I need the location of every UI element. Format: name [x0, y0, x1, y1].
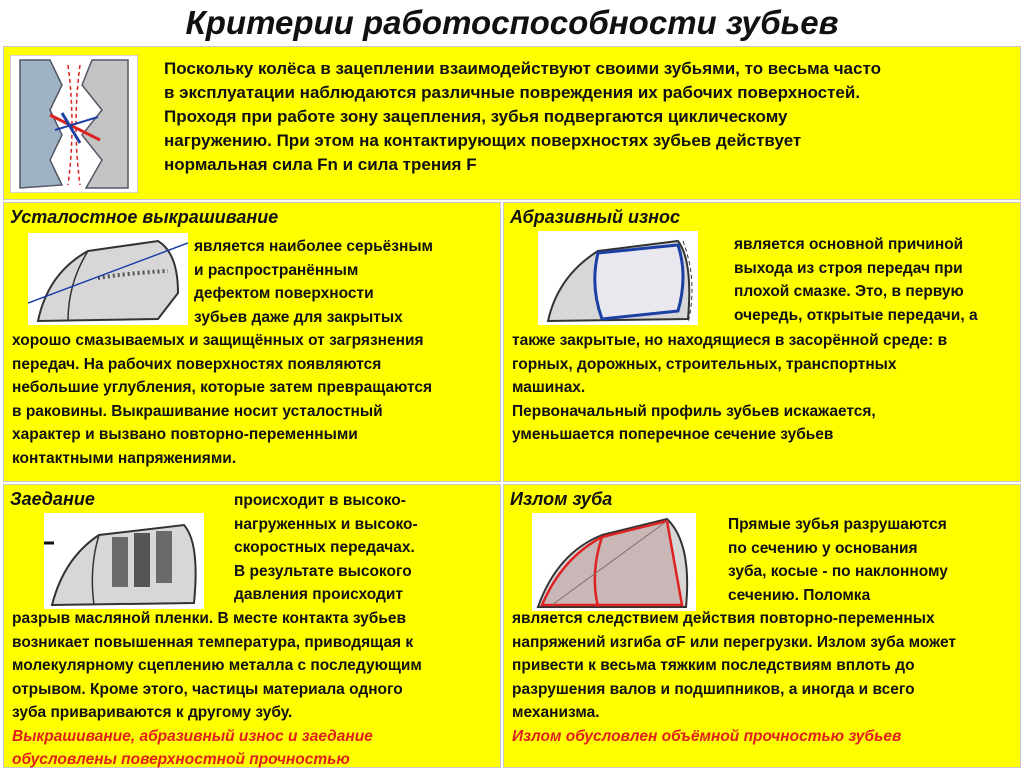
text-line: разрушения валов и подшипников, а иногда и всего: [512, 680, 915, 698]
abrasion-side-text: [734, 233, 978, 327]
worn-tooth-image: [538, 231, 698, 325]
intro-panel: [3, 46, 1021, 200]
text-line: зуба привариваются к другому зубу.: [12, 704, 293, 721]
text-line: молекулярному сцеплению металла с последующим: [12, 657, 422, 674]
text-line: контактными напряжениями.: [12, 449, 237, 467]
text-line: характер и вызвано повторно-переменными: [12, 426, 358, 443]
page-title: Критерии работоспособности зубьев: [185, 4, 839, 41]
tooth-breakage-panel: [503, 484, 1021, 768]
text-line: небольшие углубления, которые затем превращаются: [12, 379, 433, 396]
text-line: очередь, открытые передачи, а: [734, 306, 978, 324]
intro-text: [164, 57, 1009, 177]
seizure-panel: [3, 484, 501, 768]
text-line: машинах.: [512, 379, 586, 396]
intro-line: в эксплуатации наблюдаются различные повреждения их рабочих поверхностей.: [164, 83, 861, 102]
gear-mesh-diagram-image: [10, 55, 138, 193]
fatigue-text: [12, 329, 432, 470]
text-line: Первоначальный профиль зубьев искажается,: [512, 402, 876, 420]
text-line: по сечению у основания: [728, 539, 918, 557]
surface-strength-note: Выкрашивание, абразивный износ и заедание: [12, 727, 373, 745]
seizure-side-text: [234, 489, 418, 607]
text-line: является наиболее серьёзным: [194, 238, 434, 255]
fatigue-heading: Усталостное выкрашивание: [10, 207, 279, 227]
abrasion-text: [512, 329, 947, 447]
text-line: дефектом поверхности: [194, 285, 374, 302]
seizure-heading: Заедание: [10, 489, 95, 509]
text-line: горных, дорожных, строительных, транспортных: [512, 355, 897, 373]
breakage-side-text: [728, 513, 948, 607]
text-line: в раковины. Выкрашивание носит усталостный: [12, 402, 383, 420]
text-line: уменьшается поперечное сечение зубьев: [512, 426, 834, 443]
text-line: зуба, косые - по наклонному: [728, 563, 948, 580]
abrasion-heading: Абразивный износ: [510, 207, 681, 227]
text-line: отрывом. Кроме этого, частицы материала одного: [12, 680, 403, 698]
text-line: В результате высокого: [234, 562, 412, 580]
pitted-tooth-image: [28, 233, 188, 325]
text-line: механизма.: [512, 704, 600, 721]
broken-tooth-image: [532, 513, 696, 611]
fatigue-side-text: [194, 235, 433, 329]
text-line: разрыв масляной пленки. В месте контакта зубьев: [12, 610, 407, 627]
text-line: зубьев даже для закрытых: [194, 308, 403, 326]
breakage-text: [512, 607, 956, 748]
surface-strength-note: обусловлены поверхностной прочностью: [12, 751, 350, 768]
text-line: возникает повышенная температура, приводящая к: [12, 633, 414, 651]
text-line: выхода из строя передач при: [734, 259, 963, 277]
text-line: напряжений изгиба σF или перегрузки. Излом зуба может: [512, 633, 956, 651]
volume-strength-note: Излом обусловлен объёмной прочностью зубьев: [512, 727, 902, 745]
seized-tooth-image: [44, 513, 204, 609]
text-line: Прямые зубья разрушаются: [728, 516, 947, 533]
fatigue-pitting-panel: [3, 202, 501, 482]
text-line: привести к весьма тяжким последствиям вплоть до: [512, 657, 915, 674]
intro-line: нормальная сила Fn и сила трения F: [164, 155, 477, 174]
intro-line: Проходя при работе зону зацепления, зубья подвергаются циклическому: [164, 107, 788, 126]
text-line: давления происходит: [234, 586, 403, 603]
text-line: скоростных передачах.: [234, 539, 415, 556]
text-line: происходит в высоко-: [234, 492, 406, 509]
text-line: передач. На рабочих поверхностях появляются: [12, 355, 382, 373]
breakage-heading: Излом зуба: [510, 489, 613, 509]
text-line: также закрытые, но находящиеся в засорённой среде: в: [512, 332, 948, 349]
text-line: сечению. Поломка: [728, 586, 871, 604]
seizure-text: [12, 607, 422, 772]
text-line: нагруженных и высоко-: [234, 515, 418, 533]
text-line: является основной причиной: [734, 236, 964, 253]
text-line: хорошо смазываемых и защищённых от загрязнения: [12, 332, 424, 349]
abrasive-wear-panel: [503, 202, 1021, 482]
intro-line: нагружению. При этом на контактирующих поверхностях зубьев действует: [164, 131, 802, 150]
text-line: плохой смазке. Это, в первую: [734, 283, 964, 300]
text-line: является следствием действия повторно-переменных: [512, 610, 935, 627]
intro-line: Поскольку колёса в зацеплении взаимодействуют своими зубьями, то весьма часто: [164, 59, 881, 78]
text-line: и распространённым: [194, 261, 359, 279]
